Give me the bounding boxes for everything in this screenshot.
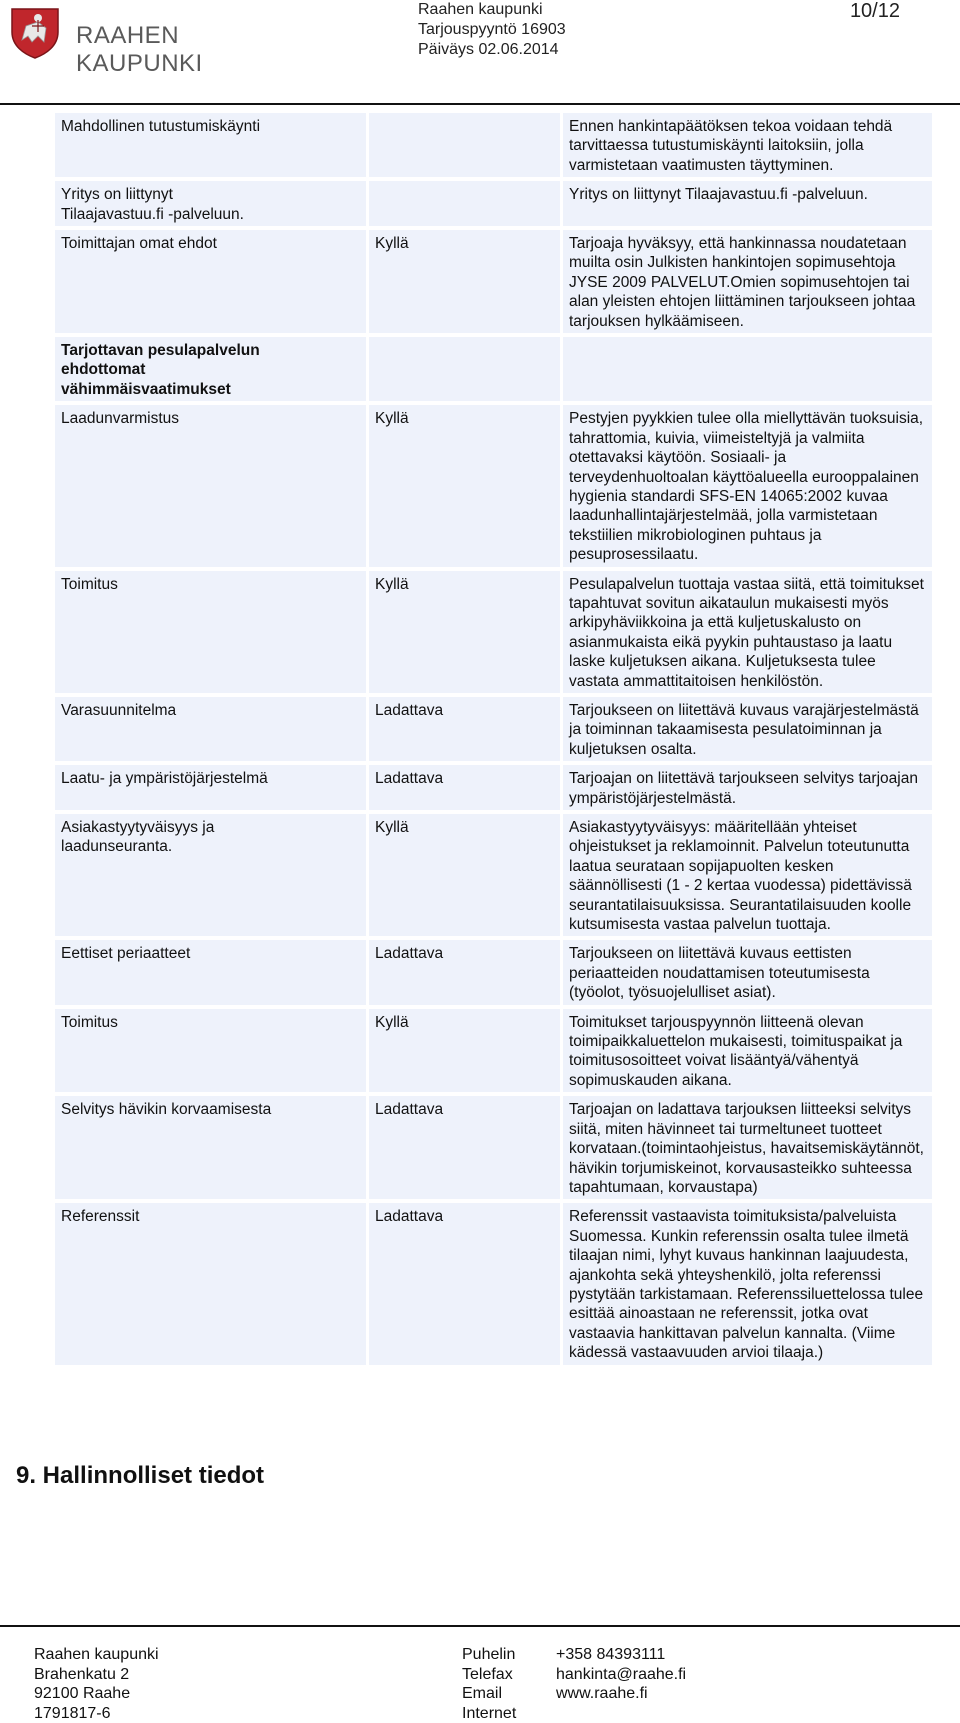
header-meta (418, 0, 566, 60)
coat-of-arms-icon (8, 6, 64, 60)
footer-label-email: Email (462, 1684, 516, 1704)
footer-label-phone: Puhelin (462, 1645, 516, 1665)
table-row (55, 940, 932, 1004)
table-row (55, 814, 932, 936)
description-text: Pesulapalvelun tuottaja vastaa siitä, että toimitukset tapahtuvat sovitun aikataulun mukaisesti myös arkipyhäviikkoina ja että kuljetuskalusto on asianmukaista eikä pyykin puhtaustaso ja laatu laske kuljetuksen aikana. Kuljetuksesta tulee vastata ammattitaitoisen henkilöstön. (569, 575, 926, 691)
requirement-name-line: Yritys on liittynyt (61, 185, 360, 204)
requirement-name (55, 1096, 366, 1199)
footer-address (34, 1645, 159, 1723)
requirement-description (563, 814, 932, 936)
footer-website-link[interactable]: www.raahe.fi (556, 1684, 686, 1704)
requirement-type: Ladattava (369, 1096, 560, 1199)
requirement-type: Ladattava (369, 765, 560, 810)
description-text: Tarjoajan on ladattava tarjouksen liitteeksi selvitys siitä, miten hävinneet tai turmeltuneet tuotteet korvataan.(toimintaohjeistus, havaitsemiskäytännöt, hävikin torjumiskeinot, korvausasteikko suhteessa tapahtumaan, korvaustapa) (569, 1100, 926, 1197)
description-text: Tarjoajan on liitettävä tarjoukseen selvitys tarjoajan ympäristöjärjestelmästä. (569, 769, 926, 808)
table-row (55, 1009, 932, 1093)
requirement-description (563, 1009, 932, 1093)
requirement-type: Kyllä (369, 1009, 560, 1093)
table-row (55, 405, 932, 566)
requirement-description (563, 571, 932, 693)
header-request-number: Tarjouspyyntö 16903 (418, 20, 566, 40)
requirement-type: Kyllä (369, 571, 560, 693)
requirement-name-line: Laatu- ja ympäristöjärjestelmä (61, 769, 360, 788)
requirement-description (563, 1096, 932, 1199)
requirement-type (369, 181, 560, 226)
footer-postal: 92100 Raahe (34, 1684, 159, 1704)
table-row (55, 697, 932, 761)
footer-org: Raahen kaupunki (34, 1645, 159, 1665)
description-text: Tarjoaja hyväksyy, että hankinnassa noudatetaan muilta osin Julkisten hankintojen sopimusehtoja JYSE 2009 PALVELUT.Omien sopimusehtojen tai alan yleisten ehtojen liittäminen tarjoukseen johtaa tarjouksen hylkäämiseen. (569, 234, 926, 331)
footer-label-fax: Telefax (462, 1665, 516, 1685)
requirement-description (563, 940, 932, 1004)
requirement-name-line: Toimitus (61, 575, 360, 594)
requirement-type (369, 113, 560, 177)
section-heading: 9. Hallinnolliset tiedot (16, 1462, 264, 1490)
description-text: Asiakastyytyväisyys: määritellään yhteiset ohjeistukset ja reklamoinnit. Palvelun toteutunutta laatua seurataan sopijapuolten kesken säännöllisesti (1 - 2 kertaa vuodessa) pidettävissä seurantatilaisuuksissa. Seurantatilaisuuden koolle kutsumisesta vastaa palvelun tuottaja. (569, 818, 926, 934)
requirements-table (55, 113, 932, 1369)
requirement-name (55, 1009, 366, 1093)
table-row (55, 230, 932, 333)
requirement-name-line: Selvitys hävikin korvaamisesta (61, 1100, 360, 1119)
footer-divider (0, 1625, 960, 1627)
table-row (55, 337, 932, 401)
requirement-name-line: Mahdollinen tutustumiskäynti (61, 117, 360, 136)
requirement-type: Kyllä (369, 405, 560, 566)
requirement-name (55, 697, 366, 761)
header-divider (0, 103, 960, 105)
header-date: Päiväys 02.06.2014 (418, 40, 566, 60)
table-row (55, 765, 932, 810)
requirement-name (55, 337, 366, 401)
requirement-name-line: Tarjottavan pesulapalvelun (61, 341, 360, 360)
table-row (55, 1096, 932, 1199)
requirement-type: Ladattava (369, 1203, 560, 1364)
footer-street: Brahenkatu 2 (34, 1665, 159, 1685)
requirement-name-line: ehdottomat (61, 360, 360, 379)
requirement-name (55, 814, 366, 936)
requirement-name-line: Referenssit (61, 1207, 360, 1226)
requirement-name-line: Toimittajan omat ehdot (61, 234, 360, 253)
table-row (55, 113, 932, 177)
description-text: Pestyjen pyykkien tulee olla miellyttävän tuoksuisia, tahrattomia, kuivia, viimeisteltyjä ja valmiita otettavaksi käytöön. Sosiaali- ja terveydenhuoltoalan käyttöalueella eurooppalainen hygienia standardi SFS-EN 14065:2002 kuvaa laadunhallintajärjestelmää, jolla varmistetaan tekstiilien mikrobiologinen puhtaus ja pesuprosessilaatu. (569, 409, 926, 564)
city-logo (8, 6, 288, 60)
footer-phone: +358 84393111 (556, 1645, 686, 1665)
page-number: 10/12 (850, 0, 900, 23)
table-row (55, 571, 932, 693)
requirement-name-line: Laadunvarmistus (61, 409, 360, 428)
logo-text: RAAHEN KAUPUNKI (76, 22, 288, 78)
requirement-description (563, 181, 932, 226)
requirement-name-line: Asiakastyytyväisyys ja (61, 818, 360, 837)
requirement-description (563, 337, 932, 401)
table-row (55, 1203, 932, 1364)
description-text: Tarjoukseen on liitettävä kuvaus eettisten periaatteiden noudattamisen toteutumisesta (työolot, työsuojelulliset asiat). (569, 944, 926, 1002)
page-header (0, 0, 960, 106)
requirement-name (55, 181, 366, 226)
requirement-type: Ladattava (369, 940, 560, 1004)
table-row (55, 181, 932, 226)
requirement-type: Ladattava (369, 697, 560, 761)
requirement-type: Kyllä (369, 814, 560, 936)
requirement-name-line: laadunseuranta. (61, 837, 360, 856)
description-text: Referenssit vastaavista toimituksista/palveluista Suomessa. Kunkin referenssin osalta tulee ilmetä tilaajan nimi, lyhyt kuvaus hankinnan laajuudesta, ajankohta sekä yhteyshenkilö, jolta referenssi pystytään tarkistamaan. Referenssiluettelossa tulee esittää ainoastaan ne referenssit, jotka ovat vastaavia hankittavan palvelun kannalta. (Viime kädessä vastaavuuden arvioi tilaaja.) (569, 1207, 926, 1362)
requirement-description (563, 113, 932, 177)
requirement-name (55, 765, 366, 810)
footer-label-internet: Internet (462, 1704, 516, 1723)
requirement-description (563, 1203, 932, 1364)
requirement-name-line: Eettiset periaatteet (61, 944, 360, 963)
requirement-description (563, 230, 932, 333)
footer-values (556, 1645, 686, 1704)
requirement-name (55, 230, 366, 333)
requirement-name-line: Varasuunnitelma (61, 701, 360, 720)
requirement-name (55, 571, 366, 693)
header-org: Raahen kaupunki (418, 0, 566, 20)
requirement-name (55, 405, 366, 566)
requirement-name-line: vähimmäisvaatimukset (61, 380, 360, 399)
description-text: Toimitukset tarjouspyynnön liitteenä olevan toimipaikkaluettelon mukaisesti, toimituspaikat ja toimitusosoitteet voivat lisääntyä/vähentyä sopimuskauden aikana. (569, 1013, 926, 1091)
requirement-type: Kyllä (369, 230, 560, 333)
requirement-name-line: Toimitus (61, 1013, 360, 1032)
requirement-name (55, 940, 366, 1004)
description-text: Tarjoukseen on liitettävä kuvaus varajärjestelmästä ja toiminnan takaamisesta pesulatoiminnan ja kuljetuksen osalta. (569, 701, 926, 759)
description-text: Ennen hankintapäätöksen tekoa voidaan tehdä tarvittaessa tutustumiskäynti laitoksiin, jolla varmistetaan vaatimusten täyttyminen. (569, 117, 926, 175)
requirement-description (563, 405, 932, 566)
requirement-description (563, 697, 932, 761)
footer-labels (462, 1645, 516, 1723)
requirement-type (369, 337, 560, 401)
requirement-name (55, 1203, 366, 1364)
footer-email-link[interactable]: hankinta@raahe.fi (556, 1665, 686, 1685)
description-text: Yritys on liittynyt Tilaajavastuu.fi -palveluun. (569, 185, 926, 204)
requirement-description (563, 765, 932, 810)
requirement-name (55, 113, 366, 177)
requirement-name-line: Tilaajavastuu.fi -palveluun. (61, 205, 360, 224)
footer-business-id: 1791817-6 (34, 1704, 159, 1723)
